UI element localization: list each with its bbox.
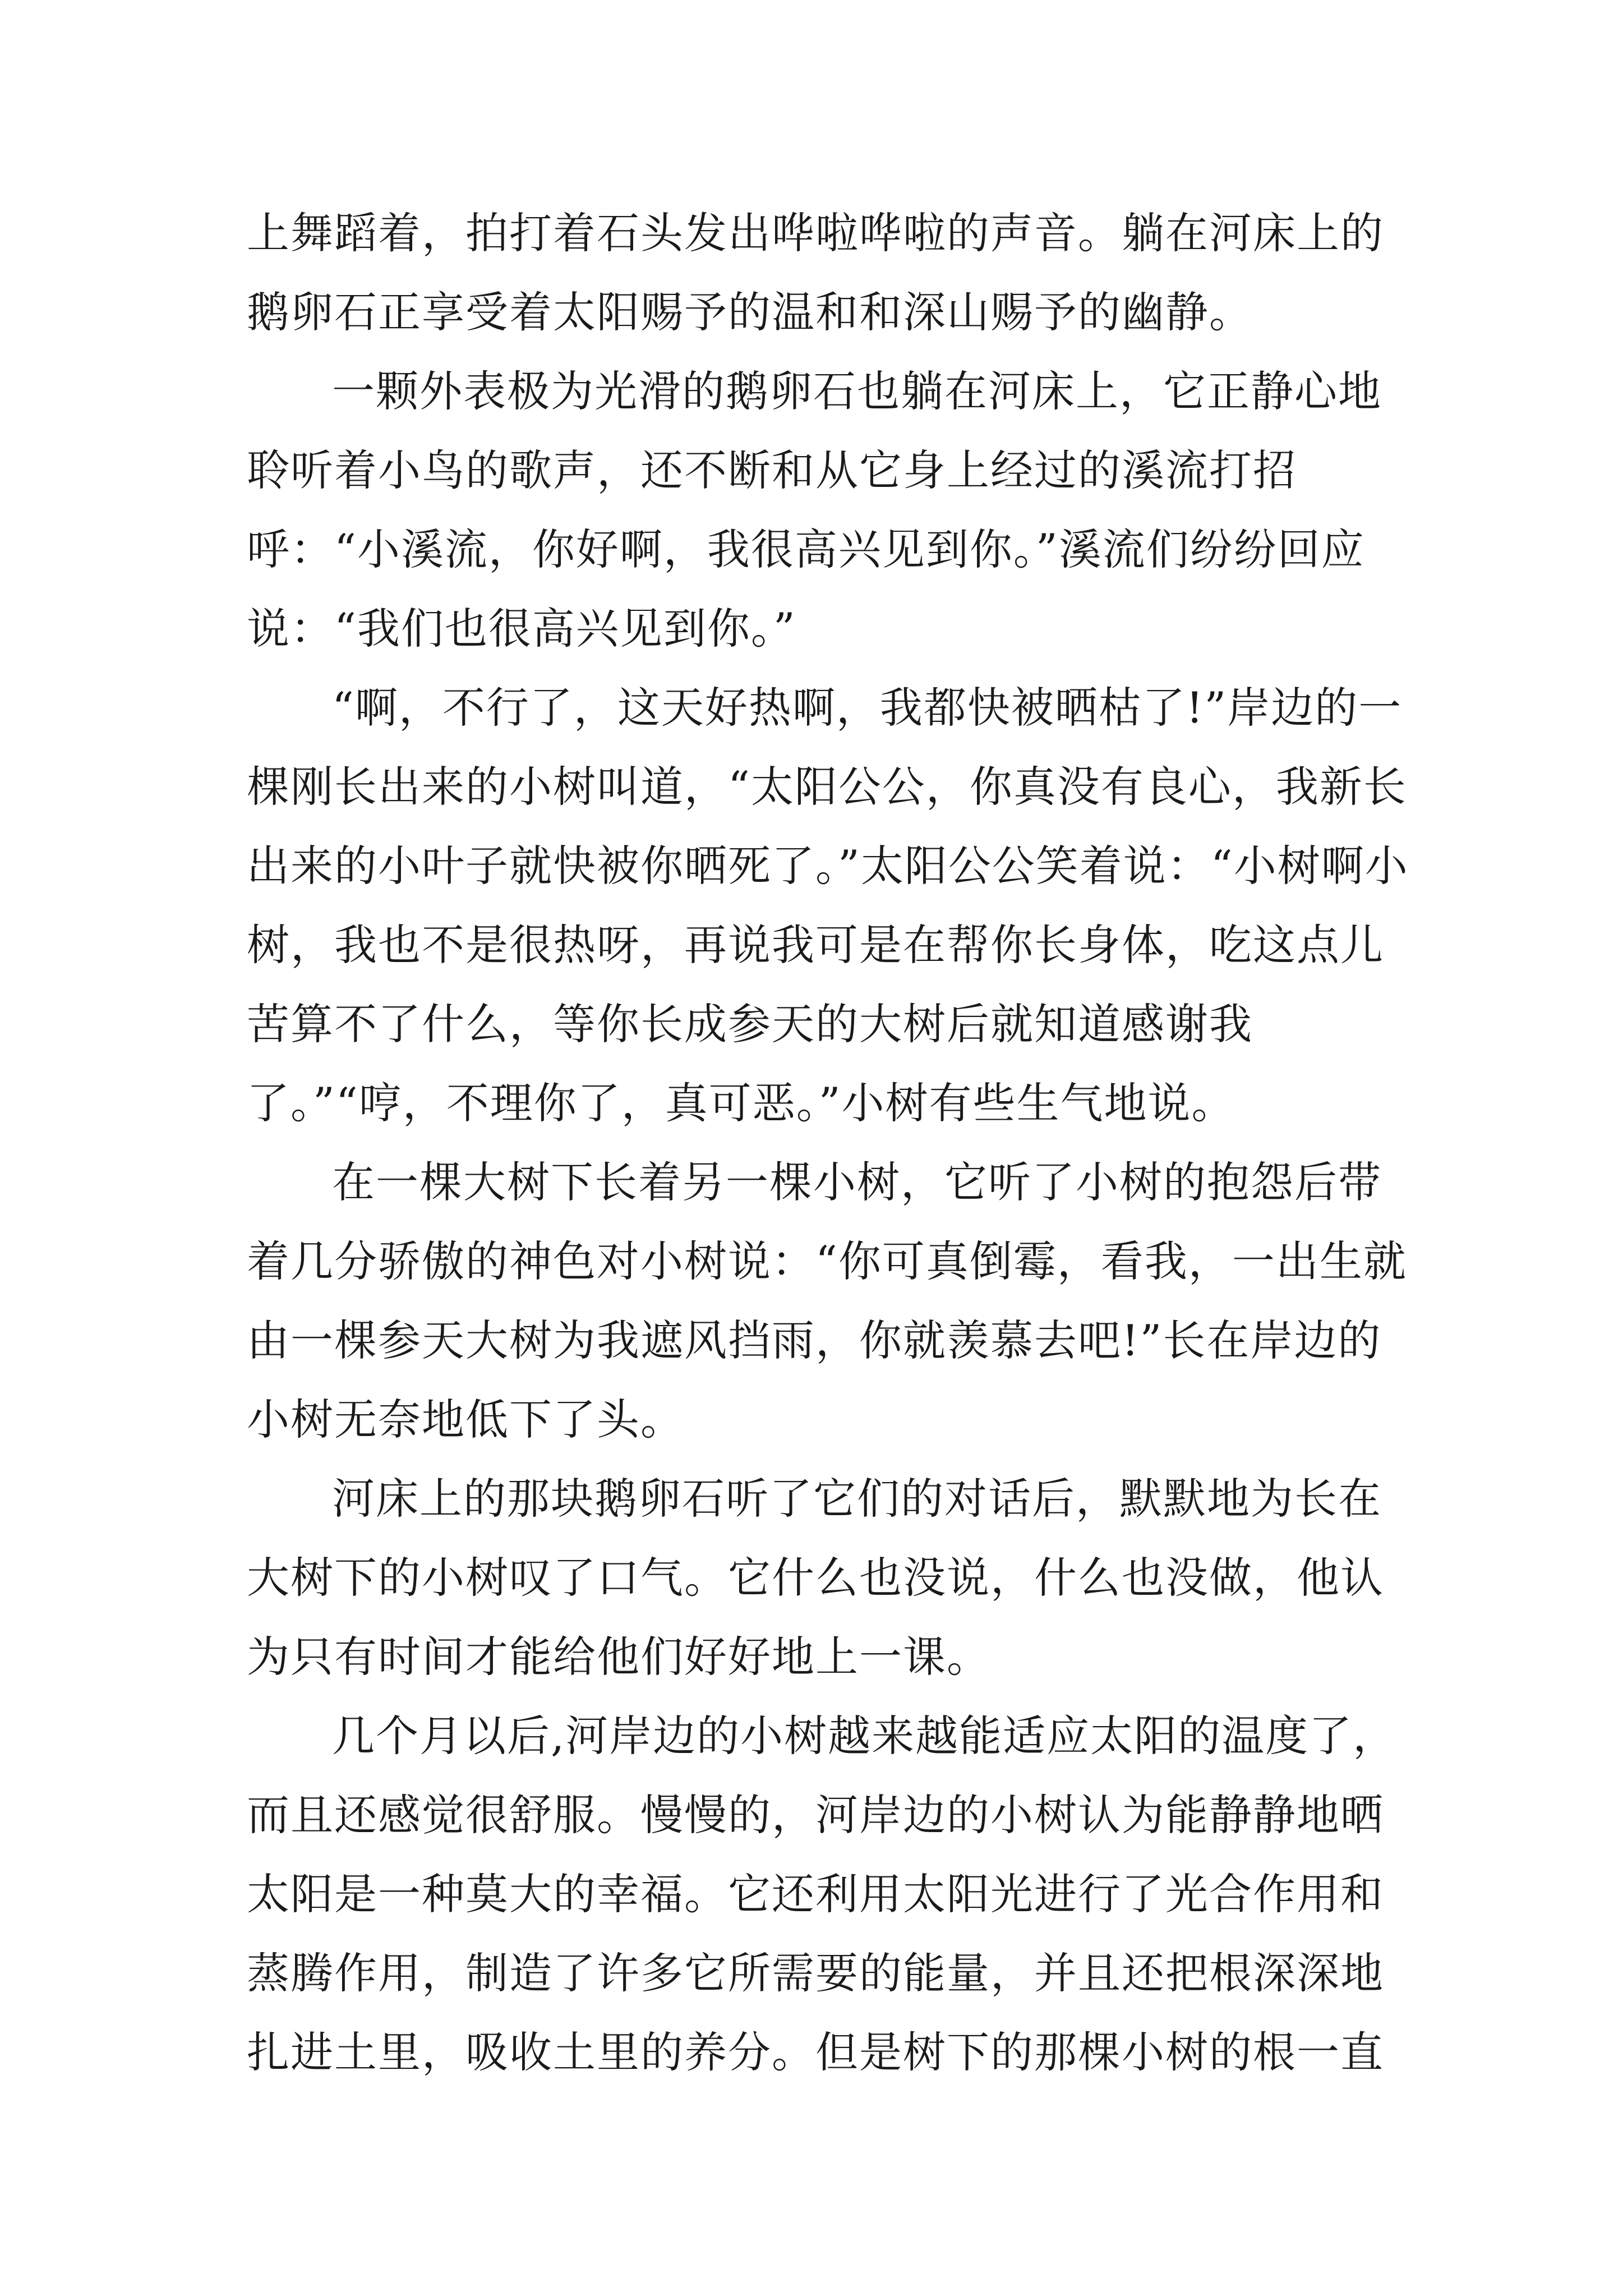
paragraph-2: 一颗外表极为光滑的鹅卵石也躺在河床上，它正静心地聆听着小鸟的歌声，还不断和从它身上经过的溪流打招呼：“小溪流，你好啊，我很高兴见到你。”溪流们纷纷回应说：“我们也很高兴见到你。” [247, 366, 1382, 654]
paragraph-6: 几个月以后,河岸边的小树越来越能适应太阳的温度了，而且还感觉很舒服。慢慢的，河岸边的小树认为能静静地晒太阳是一种莫大的幸福。它还利用太阳光进行了光合作用和蒸腾作用，制造了许多它所需要的能量，并且还把根深深地扎进土里，吸收土里的养分。但是树下的那棵小树的根一直 [247, 1711, 1397, 2077]
paragraph-4: 在一棵大树下长着另一棵小树，它听了小树的抱怨后带着几分骄傲的神色对小树说：“你可真倒霉，看我，一出生就由一棵参天大树为我遮风挡雨，你就羡慕去吧!”长在岸边的小树无奈地低下了头。 [247, 1157, 1407, 1444]
story-text [247, 194, 1424, 2092]
paragraph-5: 河床上的那块鹅卵石听了它们的对话后，默默地为长在大树下的小树叹了口气。它什么也没说，什么也没做，他认为只有时间才能给他们好好地上一课。 [247, 1474, 1384, 1682]
paragraph-1: 上舞蹈着，拍打着石头发出哗啦哗啦的声音。躺在河床上的鹅卵石正享受着太阳赐予的温和和深山赐予的幽静。 [247, 208, 1384, 337]
paragraph-3: “啊，不行了，这天好热啊，我都快被晒枯了!”岸边的一棵刚长出来的小树叫道，“太阳公公，你真没有良心，我新长出来的小叶子就快被你晒死了。”太阳公公笑着说：“小树啊小树，我也不是很热呀，再说我可是在帮你长身体，吃这点儿苦算不了什么，等你长成参天的大树后就知道感谢我了。”“哼，不理你了，真可恶。”小树有些生气地说。 [247, 683, 1409, 1128]
